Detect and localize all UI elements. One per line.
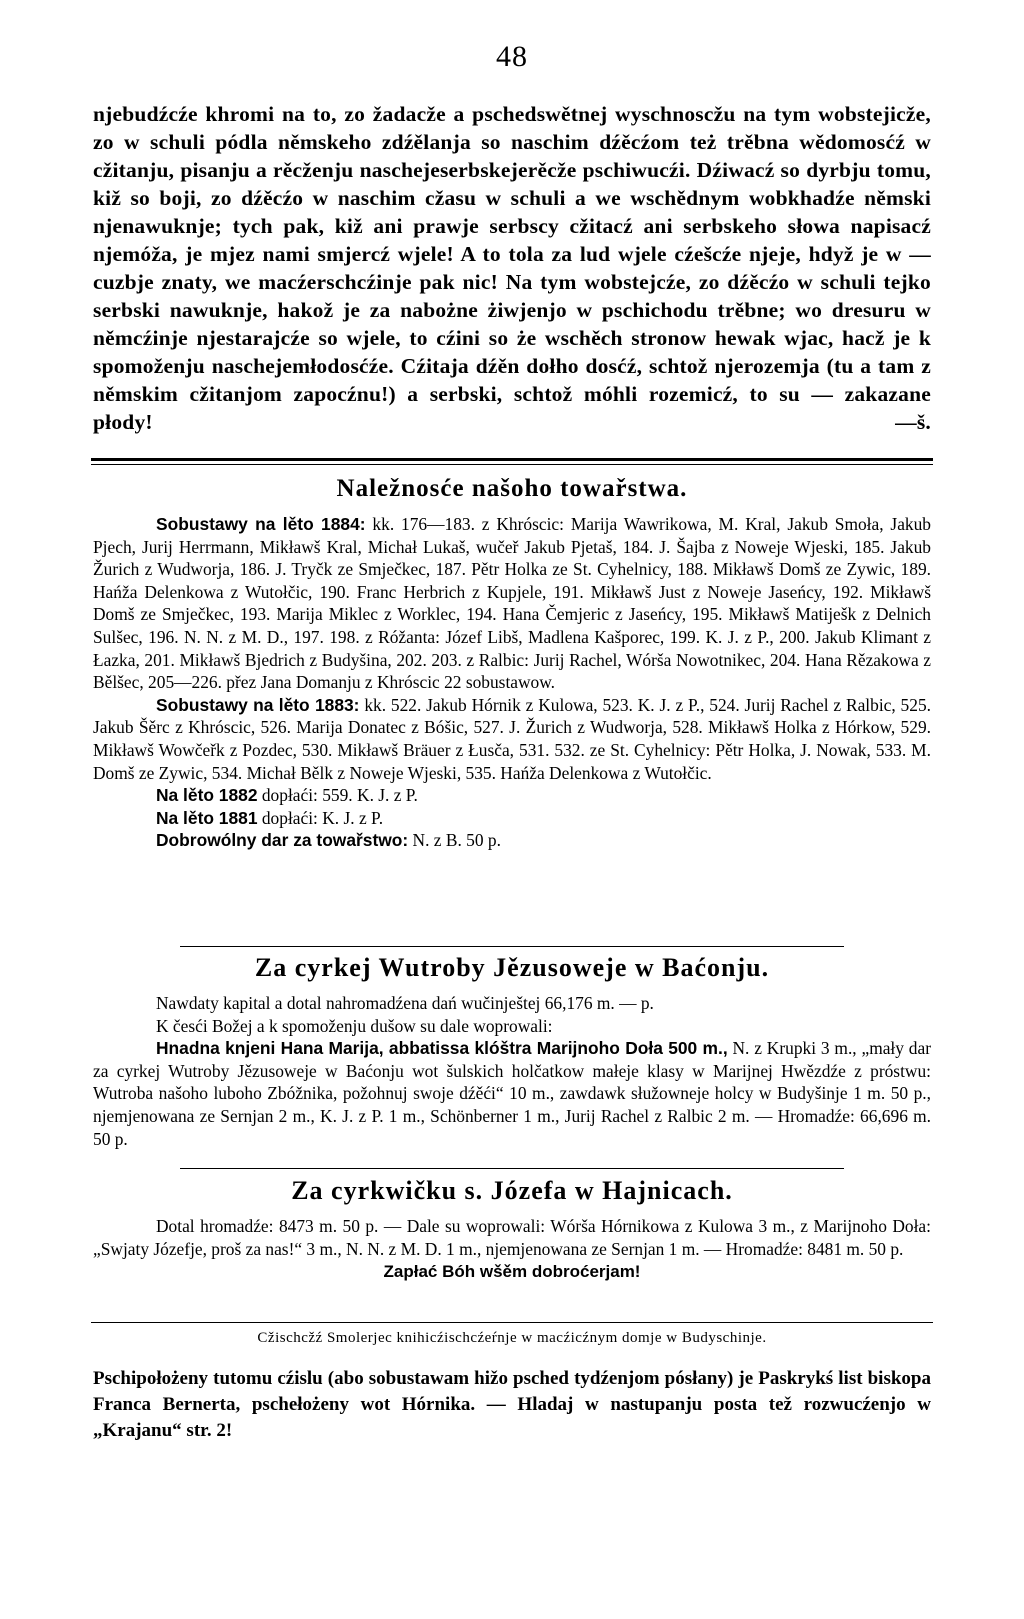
- voluntary-gift-text: N. z B. 50 p.: [412, 830, 501, 851]
- section-title-chapel: Za cyrkwičku s. Józefa w Hajnicach.: [291, 1176, 733, 1205]
- members-1884: [93, 513, 931, 694]
- supplement-notice: Pschipołożeny tutomu cźislu (abo sobustawam hižo psched tydźenjom pósłany) je Paskrykś list biskopa Franca Bernerta, pschełożeny wot Hórnika. — Hladaj w nastupanju posta tež rozwucźenjo w „Krajanu“ str. 2!: [93, 1368, 931, 1441]
- section-society-body: [93, 513, 931, 852]
- chapel-text: Dotal hromadźe: 8473 m. 50 p. — Dale su woprowali: Wórša Hórnikowa z Kulowa 3 m., z Marijnoho Doła: „Swjaty Józefje, proš za nas!“ 3 m., N. N. z M. D. 1 m., njemjenowana ze Sernjan 1 m. — Hromadźe: 8481 m. 50 p.: [93, 1216, 931, 1259]
- payment-1882-label: Na lěto 1882: [156, 785, 258, 806]
- members-1884-label: Sobustawy na lěto 1884:: [156, 514, 366, 534]
- members-1883-label: Sobustawy na lěto 1883:: [156, 694, 360, 715]
- intro-text: njebudźcźe khromi na to, zo žadacže a pschedswětnej wyschnoscžu na tym wobstejicže, zo w schuli pódla němskeho zdźělanja so naschim dźěcźom też trěbna wědomosćź w cžitanju, pisanju a rěcženju naschejeserbskejerěcže pschiwucźi. Dźiwacź so dyrbju tomu, kiž so boji, zo dźěcźo w naschim cžasu w schuli a we wschědnym wobkhadźe němski njenawuknje; tych pak, kiž ani prawje serbscy cžitacź ani serbskeho słowa napisacź njemóža, je mjez nami smjercź wjele! A to tola za lud wjele cźešcźe njeje, hdyž je w — cuzbje znaty, we macźerschcźinje pak nic! Na tym wobstejcźe, zo dźěcźo w schuli tejko serbski nawuknje, hakož je za nabożne żiwjenjo w pschichodu trěbne; wo dresuru w němcźinje njestarajcźe so wjele, to cźini so że wschěch stronow hewak wjac, hacž je k spomoženju naschejemłodosćźe. Cźitaja dźěn dołho dosćź, schtož njerozemja (tu a tam z němskim cžitanjom zapocźnu!) a serbski, schtož móhli rozemicź, to su — zakazane płody!: [93, 102, 931, 434]
- payment-1882-text: dopłaći: 559. K. J. z P.: [261, 785, 418, 806]
- intro-article: [93, 100, 931, 436]
- church-capital-line: Nawdaty kapital a dotal nahromadźena dań wučinještej 66,176 m. — p.: [156, 993, 654, 1013]
- signature: —š.: [895, 410, 931, 434]
- section-title-society: Naležnosće našoho towařstwa.: [336, 475, 688, 502]
- payment-1881: [93, 807, 931, 830]
- members-1883-text: kk. 522. Jakub Hórnik z Kulowa, 523. K. J. z P., 524. Jurij Rachel z Ralbic, 525. Jakub Šěrc z Khróscic, 526. Marija Donatec z Bóšic, 527. J. Žurich z Wudworja, 528. Mikławš Holka z Hórkow, 529. Mikławš Wowčeřk z Pozdec, 530. Mikławš Bräuer z Łusča, 531. 532. ze St. Cyhelnicy: Pětr Holka, J. Nowak, 533. M. Domš ze Zywic, 534. Michał Bělk z Noweje Wjeski, 535. Hańža Delenkowa z Wutołčic.: [93, 694, 931, 783]
- voluntary-gift: [93, 829, 931, 852]
- divider-section3: [180, 1168, 844, 1169]
- abbess-donation: Hnadna knjeni Hana Marija, abbatissa klóštra Marijnoho Doła 500 m.,: [156, 1038, 728, 1059]
- payment-1881-label: Na lěto 1881: [156, 807, 258, 828]
- members-1883: [93, 694, 931, 784]
- divider-top-thin: [91, 464, 933, 465]
- divider-section2: [180, 946, 844, 947]
- voluntary-gift-label: Dobrowólny dar za towařstwo:: [156, 830, 409, 851]
- church-donors-intro: K česći Božej a k spomoženju dušow su dale woprowali:: [156, 1015, 553, 1036]
- church-donors-list: [93, 1037, 931, 1150]
- divider-footer: [91, 1322, 933, 1323]
- printer-line: Cžischcžź Smolerjec knihicźischcźeŕnje w macźicźnym domje w Budyschinje.: [257, 1330, 767, 1346]
- page-number: 48: [496, 40, 528, 73]
- section-chapel-body: [93, 1215, 931, 1284]
- members-1884-text: kk. 176—183. z Khróscic: Marija Wawrikowa, M. Kral, Jakub Smoła, Jakub Pjech, Jurij Herrmann, Mikławš Kral, Michał Lukaš, wučeř Jakub Pjetaš, 184. J. Šajba z Noweje Wjeski, 185. Jakub Žurich z Wudworja, 186. J. Tryčk ze Smječkec, 187. Pětr Holka ze St. Cyhelnicy, 188. Mikławš Domš ze Zywic, 189. Hańža Delenkowa z Wutołčic, 190. Franc Herbrich z Kupjele, 191. Mikławš Just z Noweje Jaseńcy, 192. Mikławš Domš ze Smječkec, 193. Marija Miklec z Worklec, 194. Hana Čemjeric z Jaseńcy, 195. Mikławš Matiješk z Delnich Sulšec, 196. N. N. z M. D., 197. 198. z Róžanta: Józef Libš, Madlena Kašporec, 199. K. J. z P., 200. Jakub Klimant z Łazka, 201. Mikławš Bjedrich z Budyšina, 202. 203. z Ralbic: Jurij Rachel, Wórša Nowotnikec, 204. Hana Rězakowa z Bělšec, 205—226. přez Jana Domanju z Khróscic 22 sobustawow.: [93, 514, 931, 693]
- church-donors-rest: N. z Krupki 3 m., „mały dar za cyrkej Wutroby Jězusoweje w Baćonju wot šulskich holčatkow małeje klasy w Marijnej Hwězdźe z próstwu: Wutroba našoho luboho Zbóžnika, požohnuj swoje dźěći“ 10 m., zawdawk słužowneje holcy w Budyšinje 1 m. 50 p., njemjenowana ze Sernjan 2 m., K. J. z P. 1 m., Schönberner 1 m., Jurij Rachel z Ralbic 2 m. — Hromadźe: 66,696 m. 50 p.: [93, 1038, 931, 1149]
- divider-top-thick: [91, 458, 933, 461]
- section-title-church: Za cyrkej Wutroby Jězusoweje w Baćonju.: [254, 953, 770, 982]
- thanks-line: Zapłać Bóh wšěm dobroćerjam!: [383, 1262, 641, 1282]
- payment-1881-text: dopłaći: K. J. z P.: [261, 807, 384, 828]
- payment-1882: [93, 784, 931, 807]
- section-church-body: [93, 992, 931, 1150]
